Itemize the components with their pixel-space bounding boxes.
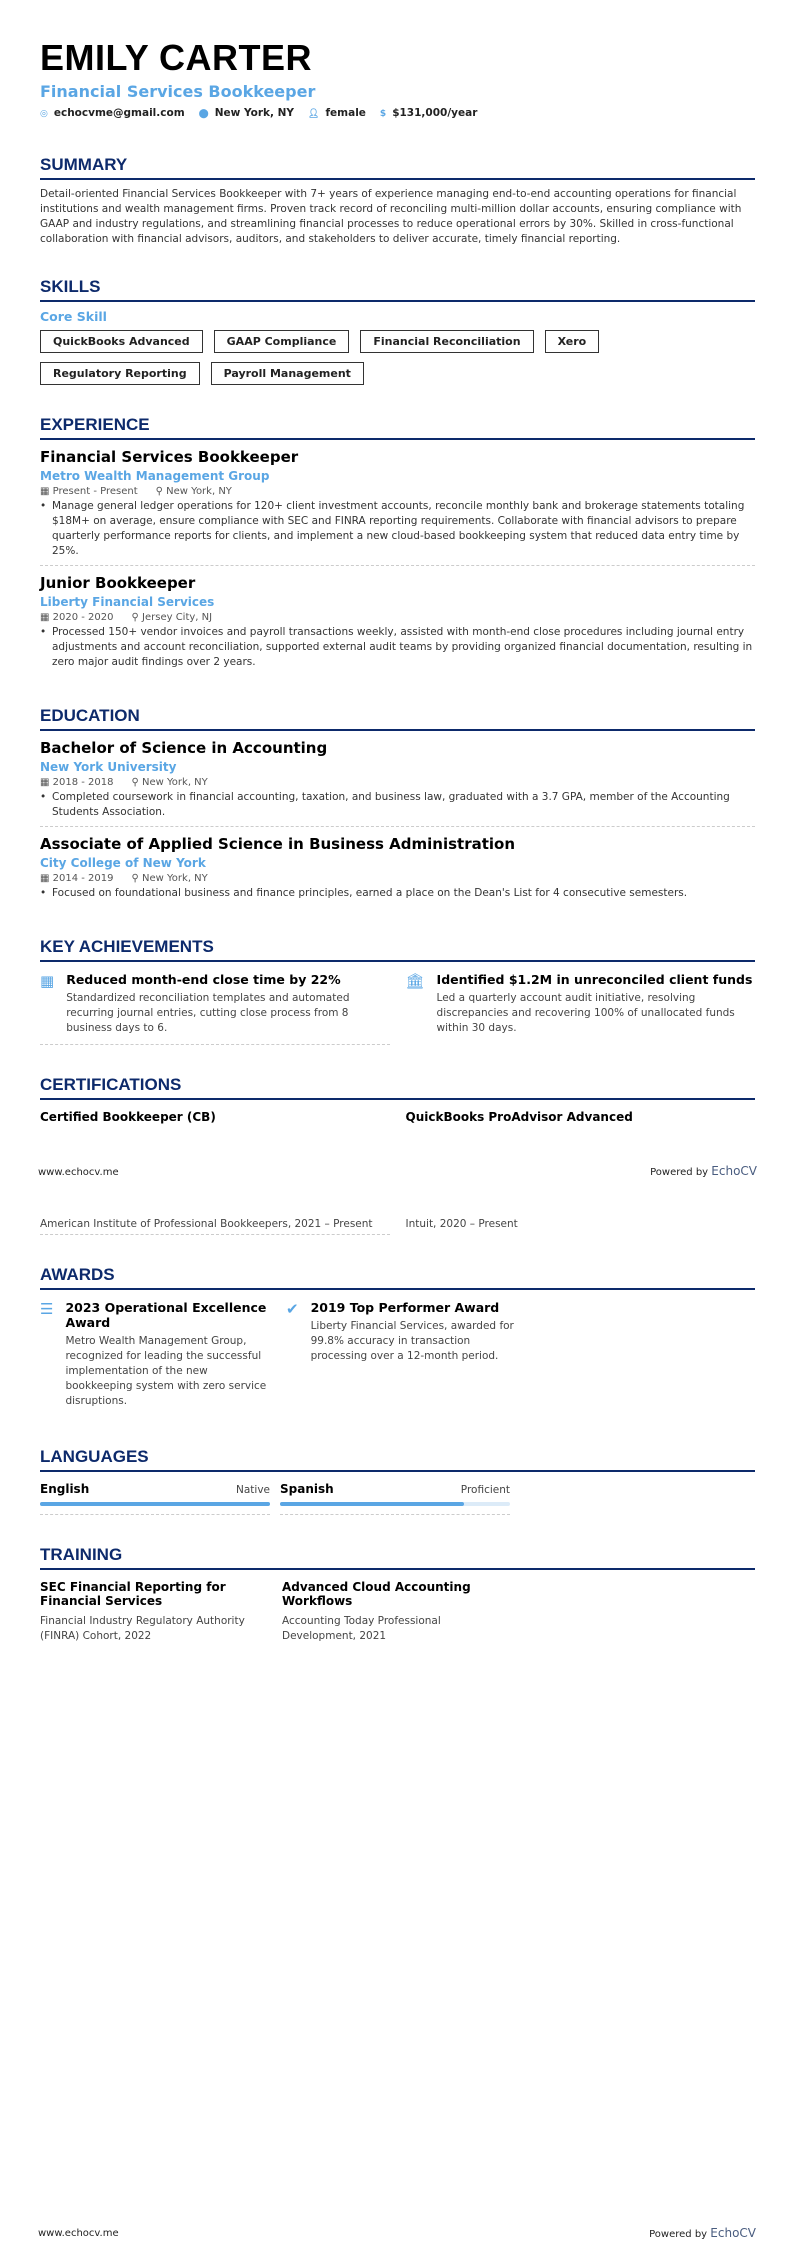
candidate-name: EMILY CARTER [40, 37, 313, 78]
powered-by [650, 1164, 757, 1178]
job-meta [40, 612, 755, 623]
achievement-item [406, 972, 756, 1045]
award-title: 2019 Top Performer Award [310, 1300, 500, 1315]
skill-chip: GAAP Compliance [214, 330, 350, 353]
skill-chips [40, 330, 755, 385]
dates-text: 2020 - 2020 [52, 612, 114, 623]
skill-group-label: Core Skill [40, 309, 107, 324]
section-heading: LANGUAGES [40, 1447, 755, 1472]
language-bar [40, 1502, 270, 1506]
skill-chip: Financial Reconciliation [360, 330, 533, 353]
edu-bullet: • Focused on foundational business and finance principles, earned a place on the Dean's List for 4 consecutive semesters. [40, 886, 755, 901]
dollar-icon: $ [379, 109, 387, 119]
location [132, 873, 208, 884]
check-badge-icon: ✔ [286, 1300, 299, 1318]
achievement-body [66, 972, 389, 1036]
resume [40, 38, 755, 1644]
language-item [40, 1482, 270, 1515]
location-text: New York, NY [214, 107, 295, 119]
training-grid [40, 1580, 755, 1644]
award-item [40, 1300, 270, 1417]
salary-text: $131,000/year [392, 107, 478, 119]
location [132, 777, 208, 788]
language-row [40, 1482, 270, 1496]
powered-text: Powered by [649, 2229, 708, 2240]
job-bullet: • Processed 150+ vendor invoices and payroll transactions weekly, assisted with month-end close procedures including journal entry adjustments and account reconciliation, supported external audit teams by providing organized financial documentation, resulting in zero major audit findings over 2 years. [40, 625, 755, 670]
contact-location [199, 107, 294, 119]
skill-chip: Regulatory Reporting [40, 362, 200, 385]
section-heading: SUMMARY [40, 155, 755, 180]
contact-gender [308, 107, 366, 119]
certification-names-row [40, 1110, 755, 1124]
location-text: New York, NY [142, 873, 208, 884]
award-body [65, 1300, 270, 1409]
dates [40, 612, 114, 623]
languages-grid [40, 1482, 755, 1515]
language-level: Native [236, 1484, 270, 1496]
dates-text: Present - Present [52, 486, 138, 497]
school-name: New York University [40, 760, 177, 774]
location-pin-icon: ⚲ [131, 777, 143, 788]
education-entry [40, 835, 755, 907]
dates [40, 486, 138, 497]
section-heading: SKILLS [40, 277, 755, 302]
degree-title: Associate of Applied Science in Business Administration [40, 835, 516, 853]
skill-chip: QuickBooks Advanced [40, 330, 203, 353]
achievement-body [437, 972, 755, 1037]
job-title: Junior Bookkeeper [40, 574, 196, 592]
page-break-footer [38, 1164, 757, 1178]
summary-text: Detail-oriented Financial Services Bookkeeper with 7+ years of experience managing end-to-end accounting operations for financial institutions and wealth management firms. Proven track record of reconciling multi-million dollar accounts, ensuring compliance with GAAP and industry regulations, and streamlining financial processes to reduce operational errors by 30%. Skilled in cross-functional collaboration with financial advisors, auditors, and stakeholders to deliver accurate, timely financial reporting. [40, 188, 742, 245]
email-icon: ◎ [40, 109, 48, 119]
section-heading: KEY ACHIEVEMENTS [40, 937, 755, 962]
training-title: SEC Financial Reporting for Financial Services [40, 1580, 226, 1608]
calendar-icon: ▦ [40, 486, 53, 497]
achievements-section [40, 937, 755, 1045]
summary-section [40, 155, 755, 247]
person-icon: 👤︎ [308, 109, 320, 119]
edu-bullet: • Completed coursework in financial accounting, taxation, and business law, graduated with a 3.7 GPA, member of the Accounting Students Association. [40, 790, 755, 820]
education-entry [40, 739, 755, 827]
brand-logo[interactable]: EchoCV [710, 2226, 756, 2240]
achievement-desc: Led a quarterly account audit initiative, resolving discrepancies and recovering 100% of unallocated funds within 30 days. [436, 992, 735, 1034]
calendar-icon: ▦ [40, 873, 53, 884]
location-pin-icon: ⚲ [155, 486, 167, 497]
language-name: English [40, 1482, 90, 1496]
location-text: Jersey City, NJ [142, 612, 213, 623]
achievement-title: Reduced month-end close time by 22% [66, 972, 341, 987]
languages-section [40, 1447, 755, 1515]
language-row [280, 1482, 510, 1496]
language-level: Proficient [460, 1484, 510, 1496]
contact-row [40, 107, 755, 119]
skill-chip: Payroll Management [211, 362, 364, 385]
training-item [40, 1580, 270, 1644]
dates-text: 2018 - 2018 [52, 777, 114, 788]
footer-site-link[interactable]: www.echocv.me [38, 2228, 119, 2239]
location-pin-icon: ⬤ [198, 109, 209, 119]
section-heading: EXPERIENCE [40, 415, 755, 440]
language-item [280, 1482, 510, 1515]
footer-site-link[interactable]: www.echocv.me [38, 1167, 119, 1178]
dates [40, 873, 114, 884]
dates [40, 777, 114, 788]
gender-text: female [325, 107, 366, 119]
certifications-section [40, 1075, 755, 1235]
company-name: Metro Wealth Management Group [40, 469, 270, 483]
cert-issuer: Intuit, 2020 – Present [405, 1218, 518, 1230]
location-text: New York, NY [166, 486, 232, 497]
bank-icon: 🏛︎ [405, 972, 425, 990]
achievement-desc: Standardized reconciliation templates and automated recurring journal entries, cutting close process from 8 business days to 6. [66, 992, 350, 1034]
email-text[interactable]: echocvme@gmail.com [53, 107, 185, 119]
dates-text: 2014 - 2019 [52, 873, 114, 884]
powered-text: Powered by [650, 1167, 709, 1178]
degree-title: Bachelor of Science in Accounting [40, 739, 328, 757]
award-title: 2023 Operational Excellence Award [65, 1300, 267, 1330]
achievement-item [40, 972, 390, 1045]
calendar-icon: ▦ [40, 777, 53, 788]
cert-issuer: American Institute of Professional Bookkeepers, 2021 – Present [40, 1218, 390, 1235]
language-name: Spanish [280, 1482, 334, 1496]
training-title: Advanced Cloud Accounting Workflows [282, 1580, 471, 1608]
contact-email [40, 107, 185, 119]
awards-grid [40, 1300, 755, 1417]
experience-entry [40, 574, 755, 676]
edu-meta [40, 873, 755, 884]
cert-name: QuickBooks ProAdvisor Advanced [405, 1110, 633, 1124]
edu-meta [40, 777, 755, 788]
company-name: Liberty Financial Services [40, 595, 215, 609]
section-heading: AWARDS [40, 1265, 755, 1290]
database-icon: ☰ [40, 1300, 54, 1318]
certification-issuers-row [40, 1218, 755, 1235]
language-bar [280, 1502, 510, 1506]
calendar-chart-icon: ▦ [40, 972, 55, 990]
powered-by [649, 2226, 756, 2240]
candidate-title: Financial Services Bookkeeper [40, 82, 316, 101]
location-text: New York, NY [142, 777, 208, 788]
location [156, 486, 232, 497]
award-desc: Liberty Financial Services, awarded for 99.8% accuracy in transaction processing over a 12-month period. [310, 1320, 514, 1362]
skill-chip: Xero [545, 330, 600, 353]
section-heading: EDUCATION [40, 706, 755, 731]
achievement-title: Identified $1.2M in unreconciled client funds [436, 972, 753, 987]
experience-entry [40, 448, 755, 566]
section-heading: CERTIFICATIONS [40, 1075, 755, 1100]
cert-name: Certified Bookkeeper (CB) [40, 1110, 216, 1124]
location [132, 612, 213, 623]
award-desc: Metro Wealth Management Group, recognized for leading the successful implementation of the new bookkeeping system with zero service disruptions. [65, 1335, 267, 1407]
language-bar-fill [280, 1502, 464, 1506]
job-title: Financial Services Bookkeeper [40, 448, 299, 466]
experience-section [40, 415, 755, 676]
achievements-grid [40, 972, 755, 1045]
training-item [282, 1580, 512, 1644]
awards-section [40, 1265, 755, 1417]
location-pin-icon: ⚲ [131, 612, 143, 623]
skills-section [40, 277, 755, 385]
training-org: Financial Industry Regulatory Authority (FINRA) Cohort, 2022 [40, 1615, 245, 1642]
contact-salary [380, 107, 477, 119]
award-body [311, 1300, 516, 1409]
award-item [286, 1300, 516, 1417]
language-bar-fill [40, 1502, 270, 1506]
education-section [40, 706, 755, 907]
location-pin-icon: ⚲ [131, 873, 143, 884]
school-name: City College of New York [40, 856, 206, 870]
job-meta [40, 486, 755, 497]
section-heading: TRAINING [40, 1545, 755, 1570]
training-org: Accounting Today Professional Development, 2021 [282, 1615, 441, 1642]
calendar-icon: ▦ [40, 612, 53, 623]
job-bullet: • Manage general ledger operations for 120+ client investment accounts, reconcile monthly bank and brokerage statements totaling $18M+ on average, ensure compliance with SEC and FINRA reporting requirements. Collaborate with financial advisors to prepare quarterly performance reports for clients, and implement a new cloud-based bookkeeping system that reduced data entry time by 25%. [40, 499, 755, 559]
brand-logo[interactable]: EchoCV [711, 1164, 757, 1178]
training-section [40, 1545, 755, 1644]
